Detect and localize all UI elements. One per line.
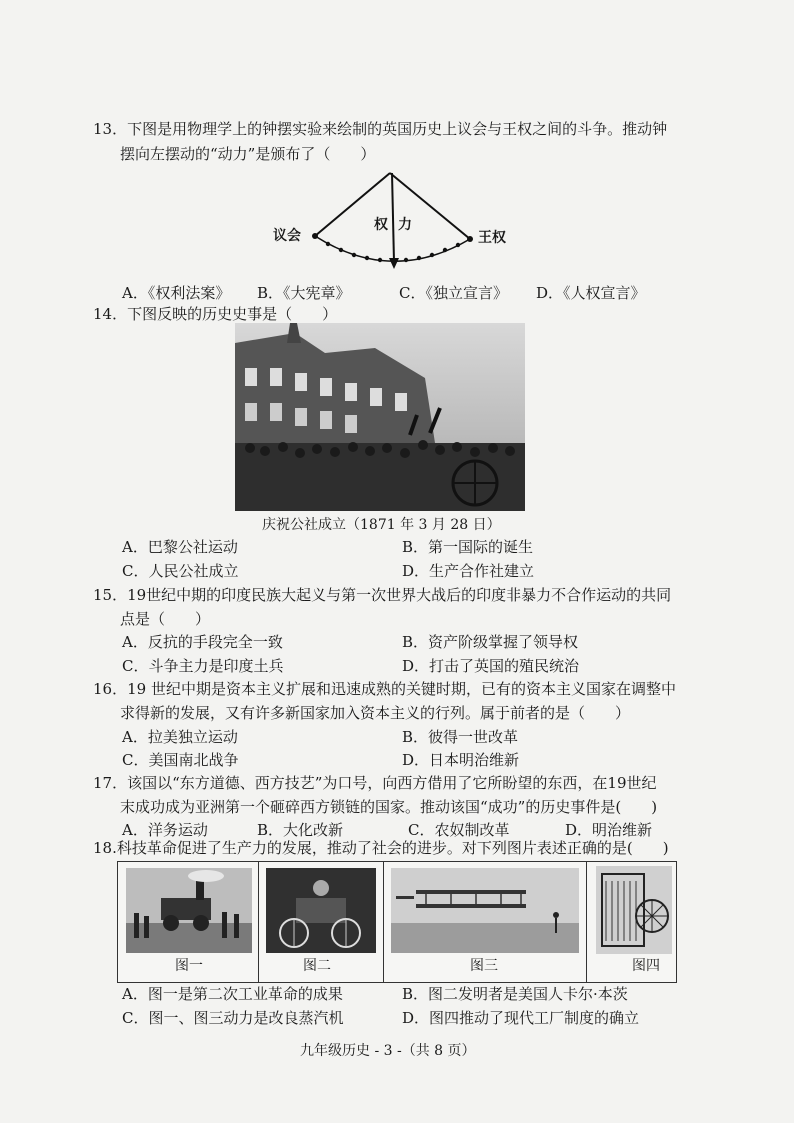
q17-stem-line2: 末成功成为亚洲第一个砸碎西方锁链的国家。推动该国“成功”的历史事件是( ) xyxy=(120,798,658,816)
q15-stem-line2: 点是（ ） xyxy=(120,610,211,628)
q17-option-d[interactable]: D．明治维新 xyxy=(565,821,653,839)
q14-photo-caption: 庆祝公社成立（1871 年 3 月 28 日） xyxy=(262,517,501,533)
q13-option-d[interactable]: D．《人权宣言》 xyxy=(536,284,646,302)
diagram-label-power-2: 力 xyxy=(398,217,412,233)
car-photo xyxy=(266,868,376,953)
q16-option-a[interactable]: A．拉美独立运动 xyxy=(122,728,238,746)
q13-option-a[interactable]: A．《权利法案》 xyxy=(122,284,231,302)
q18-caption-3: 图三 xyxy=(470,958,498,974)
q17-option-b[interactable]: B．大化改新 xyxy=(257,821,344,839)
q15-stem-line1: 15．19世纪中期的印度民族大起义与第一次世界大战后的印度非暴力不合作运动的共同 xyxy=(93,586,672,604)
diagram-label-monarchy: 王权 xyxy=(478,230,506,246)
diagram-label-power-1: 权 xyxy=(374,217,388,233)
q14-option-c[interactable]: C．人民公社成立 xyxy=(122,562,239,580)
q18-caption-2: 图二 xyxy=(303,958,331,974)
page-footer: 九年级历史 - 3 -（共 8 页） xyxy=(300,1043,476,1059)
q18-option-b[interactable]: B．图二发明者是美国人卡尔·本茨 xyxy=(402,985,628,1003)
q16-stem-line2: 求得新的发展，又有许多新国家加入资本主义的行列。属于前者的是（ ） xyxy=(120,704,631,722)
q17-option-c[interactable]: C．农奴制改革 xyxy=(408,821,510,839)
q17-option-a[interactable]: A．洋务运动 xyxy=(122,821,208,839)
diagram-label-parliament: 议会 xyxy=(273,228,301,244)
q14-option-d[interactable]: D．生产合作社建立 xyxy=(402,562,535,580)
locomotive-photo xyxy=(126,868,252,953)
q18-caption-1: 图一 xyxy=(175,958,203,974)
pendulum-diagram xyxy=(270,170,520,275)
q17-stem-line1: 17．该国以“东方道德、西方技艺”为口号，向西方借用了它所盼望的东西，在19世纪 xyxy=(93,774,657,792)
q15-option-d[interactable]: D．打击了英国的殖民统治 xyxy=(402,657,580,675)
q16-option-d[interactable]: D．日本明治维新 xyxy=(402,751,520,769)
q13-option-c[interactable]: C．《独立宣言》 xyxy=(399,284,508,302)
airplane-photo xyxy=(391,868,579,953)
q14-option-a[interactable]: A．巴黎公社运动 xyxy=(122,538,238,556)
q13-stem-line1: 13．下图是用物理学上的钟摆实验来绘制的英国历史上议会与王权之间的斗争。推动钟 xyxy=(93,120,668,138)
q14-stem: 14．下图反映的历史史事是（ ） xyxy=(93,305,338,323)
q18-option-c[interactable]: C．图一、图三动力是改良蒸汽机 xyxy=(122,1009,344,1027)
q13-stem-line2: 摆向左摆动的“动力”是颁布了（ ） xyxy=(120,145,376,163)
spinning-machine-photo xyxy=(596,866,672,954)
q15-option-a[interactable]: A．反抗的手段完全一致 xyxy=(122,633,283,651)
q16-option-c[interactable]: C．美国南北战争 xyxy=(122,751,239,769)
commune-celebration-photo xyxy=(235,323,525,511)
q14-option-b[interactable]: B．第一国际的诞生 xyxy=(402,538,534,556)
q18-option-a[interactable]: A．图一是第二次工业革命的成果 xyxy=(122,985,343,1003)
q18-option-d[interactable]: D．图四推动了现代工厂制度的确立 xyxy=(402,1009,640,1027)
q15-option-b[interactable]: B．资产阶级掌握了领导权 xyxy=(402,633,579,651)
q18-caption-4: 图四 xyxy=(632,958,660,974)
q15-option-c[interactable]: C．斗争主力是印度土兵 xyxy=(122,657,284,675)
q18-stem: 18.科技革命促进了生产力的发展，推动了社会的进步。对下列图片表述正确的是( ) xyxy=(93,839,669,857)
q16-option-b[interactable]: B．彼得一世改革 xyxy=(402,728,519,746)
q13-option-b[interactable]: B．《大宪章》 xyxy=(257,284,351,302)
q16-stem-line1: 16．19 世纪中期是资本主义扩展和迅速成熟的关键时期，已有的资本主义国家在调整中 xyxy=(93,680,676,698)
